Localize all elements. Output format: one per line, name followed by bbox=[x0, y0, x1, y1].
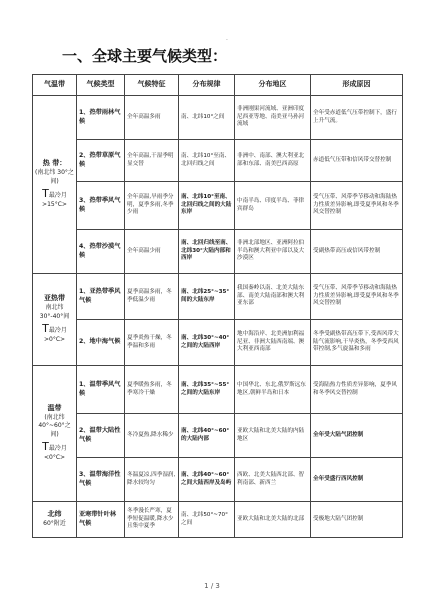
climate-feature: 全年高温少雨 bbox=[125, 230, 179, 274]
zone-range: (南北纬 40°~60°之间) bbox=[38, 413, 71, 438]
formation-reason: 赤道低气压带和信风带交替控制 bbox=[311, 140, 403, 182]
zone-range: (南北纬 30°之间) bbox=[35, 169, 74, 185]
distribution-rule: 南、北纬40°~60°之间大陆西岸及岛屿 bbox=[179, 458, 235, 502]
formation-reason: 全年受赤道低气压带控制下，盛行上升气流。 bbox=[311, 96, 403, 140]
climate-type: 1、亚热带季风气候 bbox=[77, 274, 125, 320]
formation-reason: 全年受盛行西风控制 bbox=[311, 458, 403, 502]
climate-feature: 夏季高温多雨，冬季低温少雨 bbox=[125, 274, 179, 320]
zone-cell-subtropical bbox=[33, 274, 77, 366]
formation-reason: 冬季受副热带高压带下,受西风带大陆气流影响,干旱炎热，冬季受西风带控制,多气旋温和多雨 bbox=[311, 320, 403, 366]
distribution-rule: 南、北纬30°~40°之间的大陆西岸 bbox=[179, 320, 235, 366]
climate-feature: 全年高温,干湿季明显交替 bbox=[125, 140, 179, 182]
page-heading: 一、全球主要气候类型： bbox=[62, 47, 228, 65]
distribution-area: 亚欧大陆和北美大陆的北部 bbox=[235, 502, 311, 538]
distribution-rule: 南、北纬10°至南、北回归线之间的大陆东岸 bbox=[179, 182, 235, 230]
climate-feature: 夏季暖热多雨，冬季寒冷干燥 bbox=[125, 366, 179, 414]
climate-type: 1、热带雨林气候 bbox=[77, 96, 125, 140]
distribution-area: 中南半岛、印度半岛、菲律宾群岛 bbox=[235, 182, 311, 230]
formation-reason: 受气压带、风带季节移动和海陆热力性质差异影响,即受夏季风和冬季风交替控制 bbox=[311, 274, 403, 320]
distribution-rule: 南、北纬35°~55°之间的大陆东岸 bbox=[179, 366, 235, 414]
zone-name: 温带 bbox=[47, 404, 62, 413]
distribution-area: 非洲北部地区、亚洲阿拉伯半岛和澳大利亚中部以及大沙漠区 bbox=[235, 230, 311, 274]
zone-range: 60°附近 bbox=[43, 520, 66, 528]
climate-feature: 全年高温,旱雨季分明，夏季多雨,冬季少雨 bbox=[125, 182, 179, 230]
climate-feature: 全年高温多雨 bbox=[125, 96, 179, 140]
distribution-rule: 南、北纬50°~70°之间 bbox=[179, 502, 235, 538]
climate-type: 2、温带大陆性气候 bbox=[77, 414, 125, 458]
distribution-area: 非洲刚果河流域、亚洲印度尼西亚等地、南美亚马孙河流域 bbox=[235, 96, 311, 140]
distribution-rule: 南、北纬10°至南、北回归线之间 bbox=[179, 140, 235, 182]
table-row bbox=[33, 320, 403, 366]
zone-temp: T最冷月 >15°C> bbox=[42, 186, 67, 209]
table-row bbox=[33, 502, 403, 538]
header-cell: 气候特征 bbox=[125, 75, 179, 96]
climate-feature: 冬冷夏热,降水稀少 bbox=[125, 414, 179, 458]
distribution-area: 地中海沿岸、北美洲加利福尼亚、非洲大陆西南端、澳大利亚西南部 bbox=[235, 320, 311, 366]
formation-reason: 全年受大陆气团控制 bbox=[311, 414, 403, 458]
table-row bbox=[33, 230, 403, 274]
climate-type: 2、热带草原气候 bbox=[77, 140, 125, 182]
header-cell: 分布规律 bbox=[179, 75, 235, 96]
climate-type: 3、温带海洋性气候 bbox=[77, 458, 125, 502]
zone-cell-subarctic bbox=[33, 502, 77, 538]
climate-type: 亚寒带针叶林气候 bbox=[77, 502, 125, 538]
climate-type: 3、热带季风气候 bbox=[77, 182, 125, 230]
zone-temp: T最冷月 <0°C> bbox=[42, 440, 67, 462]
table-row bbox=[33, 96, 403, 140]
zone-cell-tropical bbox=[33, 96, 77, 274]
table-row bbox=[33, 414, 403, 458]
distribution-rule: 南、北回归线至南、北纬30°大陆内部和西岸 bbox=[179, 230, 235, 274]
distribution-area: 西欧、北美大陆西北部、智利南部、新西兰 bbox=[235, 458, 311, 502]
distribution-area: 我国秦岭以南、北美大陆东部、南美大陆南部和澳大利亚东部 bbox=[235, 274, 311, 320]
header-cell: 形成原因 bbox=[311, 75, 403, 96]
climate-type: 2、地中海气候 bbox=[77, 320, 125, 366]
climate-table bbox=[32, 74, 403, 538]
zone-name: 亚热带 bbox=[44, 294, 65, 303]
distribution-rule: 南、北纬25°~35°间的大陆东岸 bbox=[179, 274, 235, 320]
zone-cell-temperate bbox=[33, 366, 77, 502]
zone-name: 北纬 bbox=[47, 510, 62, 519]
table-row bbox=[33, 366, 403, 414]
page-number: 1 / 3 bbox=[204, 582, 220, 590]
climate-feature: 夏季炎热干燥，冬季温和多雨 bbox=[125, 320, 179, 366]
table-row bbox=[33, 458, 403, 502]
zone-range: 南北纬 30°-40°间 bbox=[39, 304, 70, 320]
formation-reason: 受海陆热力性质差异影响，夏季风和冬季风交替控制 bbox=[311, 366, 403, 414]
formation-reason: 受气压带、风带季节移动和海陆热力性质差异影响,即受夏季风和冬季风交替控制 bbox=[311, 182, 403, 230]
header-cell: 气候类型 bbox=[77, 75, 125, 96]
climate-feature: 冬季漫长严寒，夏季短促温暖,降水少且集中夏季 bbox=[125, 502, 179, 538]
climate-feature: 冬温夏凉,四季湿润,降水较均匀 bbox=[125, 458, 179, 502]
distribution-area: 中国华北、东北,俄罗斯远东地区,朝鲜半岛和日本 bbox=[235, 366, 311, 414]
formation-reason: 受极地大陆气团控制 bbox=[311, 502, 403, 538]
zone-name: 热 带： bbox=[42, 159, 67, 168]
header-dot: · bbox=[226, 37, 228, 44]
table-row bbox=[33, 182, 403, 230]
distribution-rule: 南、北纬40°~60°的大陆内部 bbox=[179, 414, 235, 458]
distribution-area: 亚欧大陆和北美大陆的内陆地区 bbox=[235, 414, 311, 458]
climate-type: 1、温带季风气候 bbox=[77, 366, 125, 414]
formation-reason: 受副热带高压或信风带控制 bbox=[311, 230, 403, 274]
distribution-area: 非洲中、南部、澳大利亚北部和东部、南美巴西高原 bbox=[235, 140, 311, 182]
distribution-rule: 南、北纬10°之间 bbox=[179, 96, 235, 140]
header-cell: 气温带 bbox=[33, 75, 77, 96]
zone-temp: T最冷月 >0°C> bbox=[42, 321, 67, 344]
table-row bbox=[33, 140, 403, 182]
table-row bbox=[33, 274, 403, 320]
header-cell: 分布地区 bbox=[235, 75, 311, 96]
climate-type: 4、热带沙漠气候 bbox=[77, 230, 125, 274]
table-header-row bbox=[33, 75, 403, 96]
